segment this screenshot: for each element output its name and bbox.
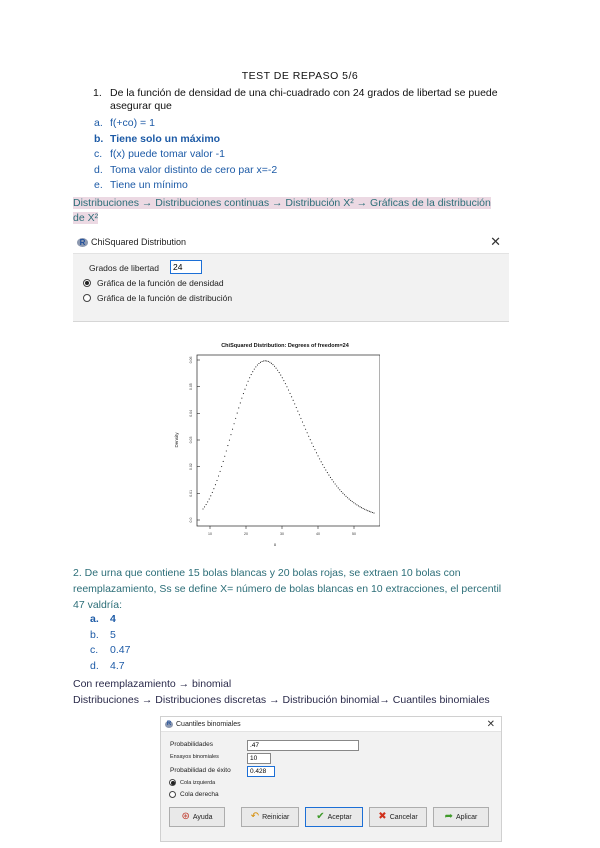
r-logo-icon: R — [166, 721, 172, 727]
curve-point — [238, 407, 239, 408]
curve-point — [260, 362, 261, 363]
probabilities-input[interactable]: .47 — [247, 740, 359, 751]
apply-button-label: Aplicar — [455, 813, 478, 821]
menu-path-1 — [73, 196, 493, 226]
option-text: 4 — [110, 613, 116, 625]
y-axis-label: Density — [174, 432, 179, 448]
x-tick-label: 10 — [208, 532, 212, 536]
curve-point — [319, 458, 320, 459]
reset-button[interactable] — [241, 807, 299, 827]
question-2: 2. De urna que contiene 15 bolas blancas y 20 bolas rojas, se extraen 10 bolas con reemplazamiento, Ss se define X= número de bolas blancas en 10 extracciones, el percentil 47 valdría: — [73, 567, 502, 611]
curve-point — [277, 370, 278, 371]
option-d — [90, 659, 130, 675]
curve-point — [254, 369, 255, 370]
curve-point — [358, 505, 359, 506]
r-logo-icon: R — [77, 238, 88, 247]
density-curve — [202, 360, 374, 513]
curve-point — [361, 507, 362, 508]
curve-point — [230, 434, 231, 435]
curve-point — [291, 396, 292, 397]
left-tail-label: Cola izquierda — [180, 779, 216, 786]
dialog-titlebar — [161, 717, 501, 732]
radio-unselected-icon[interactable] — [83, 294, 91, 302]
curve-point — [240, 402, 241, 403]
curve-point — [243, 393, 244, 394]
close-icon[interactable]: ✕ — [490, 234, 501, 249]
curve-point — [369, 511, 370, 512]
option-b — [90, 628, 130, 644]
option-letter: b. — [90, 628, 99, 641]
curve-point — [355, 503, 356, 504]
option-b-correct — [94, 132, 277, 148]
curve-point — [294, 403, 295, 404]
y-axis — [189, 357, 200, 523]
curve-point — [313, 446, 314, 447]
question-text: De la función de densidad de una chi-cuadrado con 24 grados de libertad se puede asegurar que — [110, 87, 498, 112]
radio-density-label: Gráfica de la función de densidad — [97, 278, 224, 288]
y-tick-label: 0.06 — [189, 356, 193, 364]
trials-input[interactable]: 10 — [247, 753, 271, 764]
option-letter: d. — [94, 163, 103, 176]
curve-point — [296, 407, 297, 408]
curve-point — [353, 502, 354, 503]
y-tick-label: 0.03 — [189, 436, 193, 444]
help-button-label: Ayuda — [192, 813, 213, 821]
chart-svg — [170, 338, 380, 550]
radio-right-tail[interactable] — [169, 791, 219, 798]
curve-point — [367, 510, 368, 511]
help-button[interactable] — [169, 807, 225, 827]
curve-point — [290, 393, 291, 394]
option-text: Tiene solo un máximo — [110, 132, 221, 145]
curve-point — [223, 461, 224, 462]
curve-point — [280, 375, 281, 376]
density-chart — [170, 338, 380, 550]
curve-point — [300, 418, 301, 419]
curve-point — [251, 374, 252, 375]
option-text: 4.7 — [110, 659, 125, 672]
curve-point — [227, 445, 228, 446]
reset-button-label: Reiniciar — [262, 813, 290, 821]
plot-frame — [197, 355, 380, 526]
close-icon[interactable]: ✕ — [486, 718, 495, 730]
curve-point — [352, 501, 353, 502]
curve-point — [210, 495, 211, 496]
option-letter: c. — [94, 148, 103, 161]
df-label: Grados de libertad — [89, 263, 159, 273]
right-tail-label: Cola derecha — [180, 791, 219, 798]
curve-point — [364, 509, 365, 510]
option-text: 0.47 — [110, 644, 131, 657]
option-text: 5 — [110, 628, 116, 641]
curve-point — [310, 439, 311, 440]
dialog-titlebar — [73, 231, 509, 254]
probabilities-label: Probabilidades — [170, 741, 214, 748]
radio-unselected-icon[interactable] — [169, 791, 176, 798]
curve-point — [349, 499, 350, 500]
curve-point — [308, 436, 309, 437]
menu-path-text: Distribuciones → Distribuciones continuas → Distribución X² → Gráficas de la distribución de X² — [73, 197, 491, 224]
page-title: TEST DE REPASO 5/6 — [241, 70, 359, 82]
cancel-button-label: Cancelar — [389, 813, 418, 821]
curve-point — [235, 418, 236, 419]
question-1 — [93, 87, 533, 113]
answer-options — [94, 116, 277, 194]
curve-point — [304, 425, 305, 426]
curve-point — [366, 509, 367, 510]
dialog-title: Cuantiles binomiales — [176, 720, 241, 728]
curve-point — [342, 493, 343, 494]
curve-point — [258, 363, 259, 364]
success-prob-label: Probabilidad de éxito — [170, 767, 231, 774]
curve-point — [316, 452, 317, 453]
curve-point — [345, 496, 346, 497]
curve-point — [283, 380, 284, 381]
curve-point — [285, 383, 286, 384]
df-input[interactable]: 24 — [170, 260, 202, 274]
radio-selected-icon[interactable] — [83, 279, 91, 287]
curve-point — [246, 385, 247, 386]
curve-point — [373, 512, 374, 513]
curve-point — [206, 504, 207, 505]
success-prob-input[interactable]: 0.428 — [247, 766, 275, 777]
radio-density[interactable] — [83, 278, 224, 288]
option-text: Toma valor distinto de cero par x=-2 — [110, 163, 278, 176]
x-tick-label: 50 — [352, 532, 356, 536]
menu-path-2: Distribuciones → Distribuciones discretas → Distribución binomial→ Cuantiles binomiales — [73, 694, 490, 706]
curve-point — [209, 498, 210, 499]
reset-icon: ↶ — [250, 811, 260, 822]
curve-point — [333, 481, 334, 482]
option-text: f(+co) = 1 — [110, 117, 155, 129]
curve-point — [262, 361, 263, 362]
curve-point — [276, 368, 277, 369]
y-tick-label: 0.04 — [189, 409, 193, 417]
curve-point — [237, 413, 238, 414]
y-tick-label: 0.05 — [189, 383, 193, 391]
curve-point — [344, 494, 345, 495]
curve-point — [363, 508, 364, 509]
curve-point — [317, 455, 318, 456]
curve-point — [272, 364, 273, 365]
curve-point — [286, 386, 287, 387]
curve-point — [347, 497, 348, 498]
apply-arrow-icon: ➦ — [444, 811, 453, 822]
curve-point — [359, 506, 360, 507]
y-tick-label: 0.0 — [189, 517, 193, 523]
curve-point — [288, 390, 289, 391]
curve-point — [350, 500, 351, 501]
curve-point — [268, 361, 269, 362]
curve-point — [221, 466, 222, 467]
option-a-correct — [90, 612, 130, 628]
curve-point — [244, 389, 245, 390]
curve-point — [234, 423, 235, 424]
option-letter: d. — [90, 659, 99, 672]
x-axis — [208, 526, 356, 536]
option-letter: c. — [90, 644, 99, 657]
curve-point — [248, 381, 249, 382]
curve-point — [220, 471, 221, 472]
apply-button[interactable] — [433, 807, 489, 827]
x-tick-label: 20 — [244, 532, 248, 536]
curve-point — [305, 429, 306, 430]
curve-point — [266, 360, 267, 361]
curve-point — [321, 461, 322, 462]
question-number: 1. — [93, 87, 102, 99]
check-icon: ✔ — [316, 811, 325, 822]
curve-point — [330, 477, 331, 478]
curve-point — [274, 366, 275, 367]
curve-point — [213, 488, 214, 489]
option-c — [94, 147, 277, 163]
curve-point — [324, 467, 325, 468]
radio-left-tail[interactable] — [169, 779, 215, 786]
ok-button[interactable] — [305, 807, 363, 827]
curve-point — [327, 472, 328, 473]
radio-selected-icon[interactable] — [169, 779, 176, 786]
curve-point — [322, 464, 323, 465]
curve-point — [370, 511, 371, 512]
curve-point — [265, 360, 266, 361]
curve-point — [325, 470, 326, 471]
binomial-note: Con reemplazamiento → binomial — [73, 678, 232, 690]
curve-point — [282, 377, 283, 378]
curve-point — [224, 456, 225, 457]
curve-point — [212, 492, 213, 493]
option-a — [94, 116, 277, 132]
curve-point — [302, 422, 303, 423]
x-tick-label: 30 — [280, 532, 284, 536]
curve-point — [204, 506, 205, 507]
curve-point — [232, 429, 233, 430]
curve-point — [339, 489, 340, 490]
curve-point — [328, 475, 329, 476]
curve-point — [338, 487, 339, 488]
option-d — [94, 163, 277, 179]
curve-point — [263, 360, 264, 361]
curve-point — [299, 414, 300, 415]
curve-point — [249, 377, 250, 378]
curve-point — [257, 364, 258, 365]
x-axis-label: x — [273, 542, 277, 547]
curve-point — [314, 449, 315, 450]
curve-point — [335, 483, 336, 484]
cancel-icon: ✖ — [378, 811, 387, 822]
curve-point — [331, 479, 332, 480]
curve-point — [216, 480, 217, 481]
curve-point — [241, 398, 242, 399]
option-c — [90, 643, 130, 659]
curve-point — [255, 366, 256, 367]
dialog-title: ChiSquared Distribution — [91, 237, 187, 247]
option-letter: b. — [94, 132, 104, 145]
curve-point — [372, 512, 373, 513]
option-text: f(x) puede tomar valor -1 — [110, 148, 225, 161]
trials-label: Ensayos binomiales — [170, 754, 219, 760]
curve-point — [202, 508, 203, 509]
curve-point — [307, 432, 308, 433]
radio-distribution[interactable] — [83, 293, 232, 303]
curve-point — [356, 504, 357, 505]
curve-point — [271, 363, 272, 364]
option-letter: a. — [94, 117, 103, 129]
option-letter: a. — [90, 613, 99, 625]
curve-point — [269, 362, 270, 363]
curve-point — [252, 371, 253, 372]
cancel-button[interactable] — [369, 807, 427, 827]
chart-title: ChiSquared Distribution: Degrees of freedom=24 — [221, 343, 349, 349]
help-icon: ⊛ — [181, 811, 190, 822]
curve-point — [218, 476, 219, 477]
curve-point — [297, 411, 298, 412]
option-letter: e. — [94, 179, 103, 192]
curve-point — [226, 450, 227, 451]
y-tick-label: 0.02 — [189, 463, 193, 471]
curve-point — [311, 443, 312, 444]
radio-distribution-label: Gráfica de la función de distribución — [97, 293, 233, 303]
answer-options-2 — [90, 612, 130, 674]
y-tick-label: 0.01 — [189, 489, 193, 497]
curve-point — [293, 400, 294, 401]
option-e — [94, 178, 277, 194]
binomial-quantiles-dialog — [160, 716, 502, 842]
option-text: Tiene un mínimo — [110, 179, 188, 192]
ok-button-label: Aceptar — [327, 813, 352, 821]
curve-point — [341, 491, 342, 492]
curve-point — [229, 440, 230, 441]
curve-point — [279, 372, 280, 373]
curve-point — [336, 485, 337, 486]
x-tick-label: 40 — [316, 532, 320, 536]
chisquared-dialog — [73, 231, 509, 322]
curve-point — [207, 501, 208, 502]
curve-point — [215, 484, 216, 485]
